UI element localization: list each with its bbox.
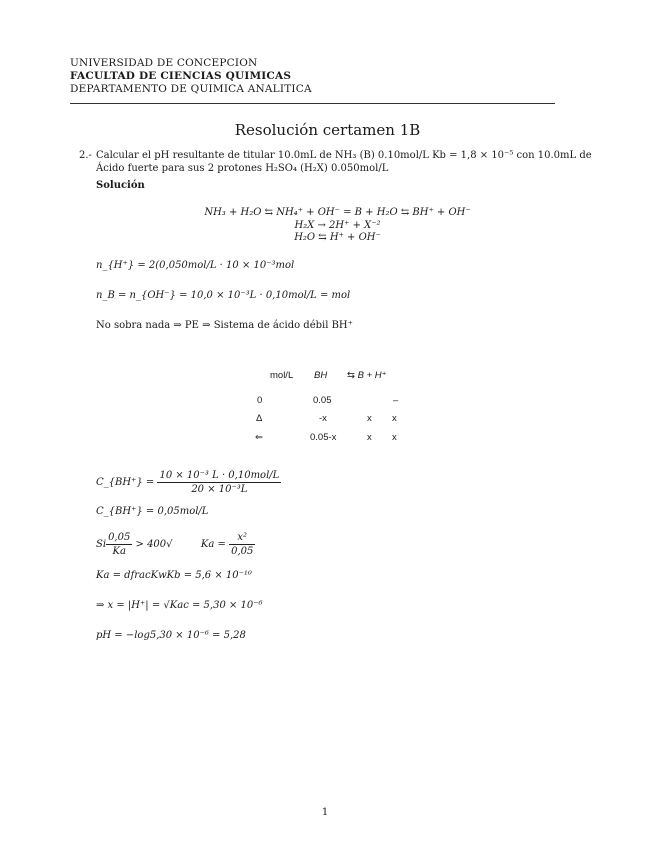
ka-value-line: Ka = dfracKwKb = 5,6 × 10⁻¹⁰ bbox=[96, 570, 252, 581]
ice-cell: x bbox=[367, 413, 372, 424]
university-name: UNIVERSIDAD DE CONCEPCION bbox=[70, 57, 258, 69]
concentration-formula bbox=[96, 470, 281, 495]
document-title: Resolución certamen 1B bbox=[234, 121, 421, 139]
si-suffix: > 400√ bbox=[135, 539, 173, 550]
page-number: 1 bbox=[321, 807, 329, 818]
ice-cell: – bbox=[393, 395, 399, 406]
faculty-name: FACULTAD DE CIENCIAS QUIMICAS bbox=[70, 70, 292, 82]
concentration-numerator: 10 × 10⁻³ L · 0,10mol/L bbox=[159, 470, 280, 481]
concentration-fraction bbox=[157, 470, 281, 495]
problem-line-1: Calcular el pH resultante de titular 10.0mL de NH₃ (B) 0.10mol/L Kb = 1,8 × 10⁻⁵ con 10.0mL de bbox=[96, 150, 592, 161]
x-value-line: ⇒ x = |H⁺| = √Kac = 5,30 × 10⁻⁶ bbox=[96, 600, 263, 611]
ice-cell: 0.05 bbox=[313, 395, 332, 406]
ice-cell: 0 bbox=[257, 395, 263, 406]
concentration-denominator: 20 × 10⁻³L bbox=[191, 484, 248, 495]
ice-cell: x bbox=[392, 413, 397, 424]
ice-cell: ⇐ bbox=[255, 432, 263, 443]
moles-h-line: n_{H⁺} = 2(0,050mol/L · 10 × 10⁻³mol bbox=[96, 260, 295, 271]
ice-cell: 0.05-x bbox=[310, 432, 337, 443]
ka-fraction bbox=[229, 532, 255, 557]
reaction-equation-2: H₂X → 2H⁺ + X⁻² bbox=[294, 220, 381, 231]
ice-header-products: ⇆ B + H⁺ bbox=[347, 370, 387, 381]
header-rule bbox=[70, 103, 555, 104]
ice-header-bh: BH bbox=[314, 370, 328, 381]
solution-label: Solución bbox=[96, 180, 145, 191]
ice-header-units: mol/L bbox=[270, 370, 294, 381]
ka-label: Ka = bbox=[200, 539, 226, 550]
ice-cell: Δ bbox=[256, 413, 263, 424]
si-fraction bbox=[106, 532, 132, 557]
ice-cell: -x bbox=[319, 413, 327, 424]
reaction-equation-1: NH₃ + H₂O ⇆ NH₄⁺ + OH⁻ = B + H₂O ⇆ BH⁺ + OH⁻ bbox=[204, 207, 471, 218]
concentration-label: C_{BH⁺} = bbox=[96, 477, 155, 488]
ka-denominator: 0,05 bbox=[231, 546, 254, 557]
si-denominator: Ka bbox=[112, 546, 126, 557]
equivalence-statement: No sobra nada ⇒ PE ⇒ Sistema de ácido débil BH⁺ bbox=[96, 320, 353, 331]
reaction-equation-3: H₂O ⇆ H⁺ + OH⁻ bbox=[294, 232, 381, 243]
problem-line-2: Ácido fuerte para sus 2 protones H₂SO₄ (H₂X) 0.050mol/L bbox=[96, 163, 389, 174]
department-name: DEPARTAMENTO DE QUIMICA ANALITICA bbox=[70, 83, 312, 95]
ice-cell: x bbox=[392, 432, 397, 443]
moles-b-line: n_B = n_{OH⁻} = 10,0 × 10⁻³L · 0,10mol/L = mol bbox=[96, 290, 351, 301]
ka-numerator: x² bbox=[229, 532, 255, 545]
concentration-result: C_{BH⁺} = 0,05mol/L bbox=[96, 506, 209, 517]
ice-cell: x bbox=[367, 432, 372, 443]
approximation-check bbox=[96, 532, 255, 557]
problem-number: 2.- bbox=[79, 150, 92, 161]
si-prefix: Si bbox=[96, 539, 107, 550]
ph-result-line: pH = −log5,30 × 10⁻⁶ = 5,28 bbox=[96, 630, 246, 641]
si-numerator: 0,05 bbox=[108, 532, 131, 543]
